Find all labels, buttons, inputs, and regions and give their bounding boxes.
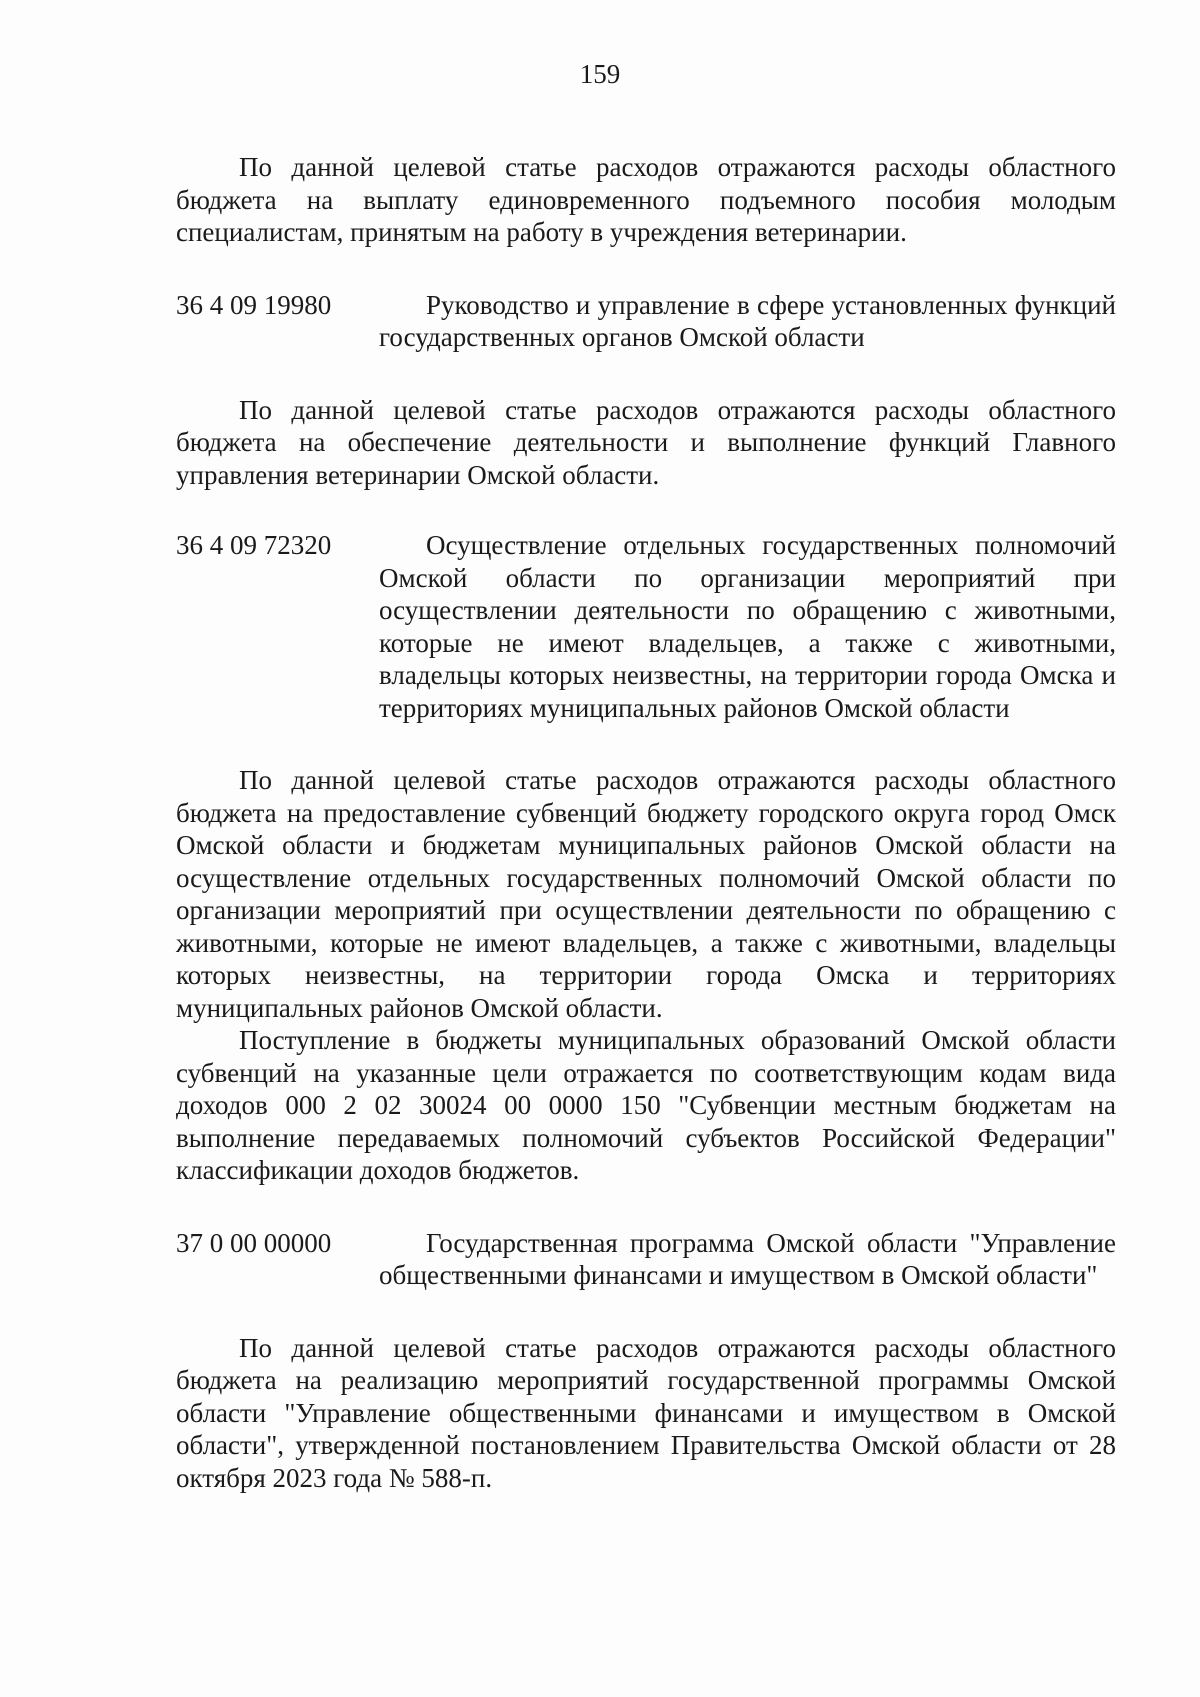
paragraph-veterinary-allowance: По данной целевой статье расходов отражаются расходы областного бюджета на выплату единовременного подъемного пособия молодым специалистам, принятым на работу в учреждения ветеринарии.	[176, 152, 1116, 247]
spacer	[176, 249, 1116, 289]
entry-title: Руководство и управление в сфере установленных функций государственных органов Омской области	[379, 289, 1116, 352]
paragraph-subventions: По данной целевой статье расходов отражаются расходы областного бюджета на предоставление субвенций бюджету городского округа город Омск Омской области и бюджетам муниципальных районов Омской области на осуществление отдельных государственных полномочий Омской области по организации мероприятий при осуществлении деятельности по обращению с животными, которые не имеют владельцев, а также с животными, владельцы которых неизвестны, на территории города Омска и территориях муниципальных районов Омской области.	[176, 765, 1116, 1023]
entry-37-0-00-00000	[176, 1227, 1116, 1292]
paragraph-veterinary-administration: По данной целевой статье расходов отражаются расходы областного бюджета на обеспечение деятельности и выполнение функций Главного управления ветеринарии Омской области.	[176, 394, 1116, 490]
paragraph-income-codes: Поступление в бюджеты муниципальных образований Омской области субвенций на указанные цели отражается по соответствующим кодам вида доходов 000 2 02 30024 00 0000 150 "Субвенции местным бюджетам на выполнение передаваемых полномочий субъектов Российской Федерации" классификации доходов бюджетов.	[176, 1025, 1116, 1185]
spacer	[176, 491, 1116, 529]
spacer	[176, 354, 1116, 394]
spacer	[176, 724, 1116, 764]
spacer	[176, 1292, 1116, 1332]
entry-title: Осуществление отдельных государственных полномочий Омской области по организации мероприятий при осуществлении деятельности по обращению с животными, которые не имеют владельцев, а также с животными, владельцы которых неизвестны, на территории города Омска и территориях муниципальных районов Омской области	[379, 530, 1116, 723]
entry-code: 36 4 09 72320	[176, 530, 332, 560]
entry-code: 36 4 09 19980	[176, 289, 332, 320]
spacer	[176, 1187, 1116, 1227]
document-body	[176, 151, 1116, 1494]
entry-36-4-09-72320	[176, 529, 1116, 724]
entry-36-4-09-19980	[176, 289, 1116, 354]
entry-code: 37 0 00 00000	[176, 1227, 332, 1258]
page-number: 159	[579, 59, 621, 89]
entry-title: Государственная программа Омской области "Управление общественными финансами и имуществом в Омской области"	[379, 1227, 1116, 1290]
paragraph-finance-program: По данной целевой статье расходов отражаются расходы областного бюджета на реализацию мероприятий государственной программы Омской области "Управление общественными финансами и имуществом в Омской области", утвержденной постановлением Правительства Омской области от 28 октября 2023 года № 588-п.	[176, 1332, 1116, 1493]
